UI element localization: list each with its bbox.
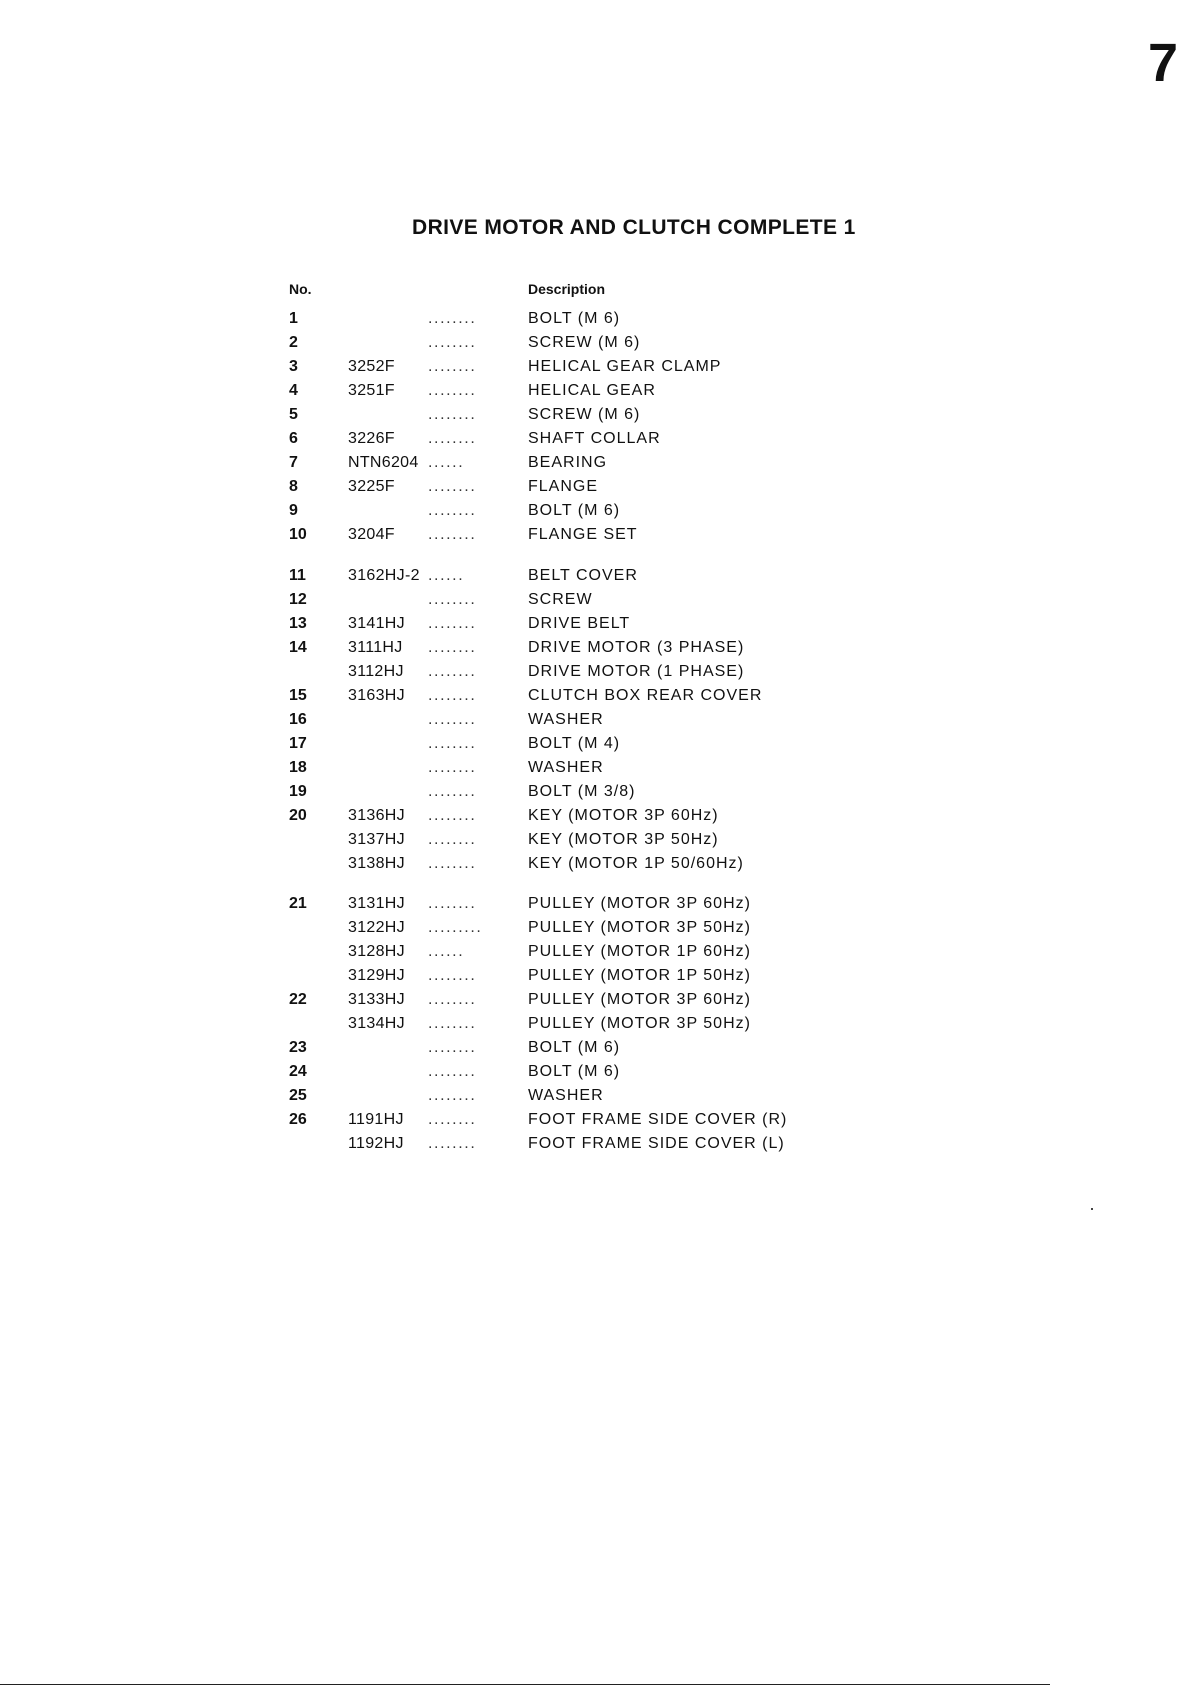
table-row (0, 916, 1189, 940)
part-description: BOLT (M 4) (528, 735, 621, 752)
item-number: 20 (289, 807, 307, 824)
part-description: PULLEY (MOTOR 3P 50Hz) (528, 1015, 751, 1032)
leader-dots: ........ (428, 1015, 477, 1032)
part-number: 3162HJ-2 (348, 567, 420, 584)
item-number: 24 (289, 1063, 307, 1080)
leader-dots: ........ (428, 831, 477, 848)
item-number: 17 (289, 735, 307, 752)
table-row (0, 756, 1189, 780)
item-number: 12 (289, 591, 307, 608)
item-number: 9 (289, 502, 298, 519)
table-row (0, 355, 1189, 379)
leader-dots: ........ (428, 967, 477, 984)
leader-dots: ........ (428, 895, 477, 912)
part-number: 1191HJ (348, 1111, 404, 1128)
item-number: 1 (289, 310, 298, 327)
part-number: 3163HJ (348, 687, 405, 704)
leader-dots: ........ (428, 759, 477, 776)
part-description: KEY (MOTOR 3P 60Hz) (528, 807, 719, 824)
page-title: DRIVE MOTOR AND CLUTCH COMPLETE 1 (412, 216, 856, 239)
part-description: FOOT FRAME SIDE COVER (L) (528, 1135, 785, 1152)
table-row (0, 828, 1189, 852)
leader-dots: ........ (428, 358, 477, 375)
part-description: SCREW (528, 591, 593, 608)
part-number: 3251F (348, 382, 395, 399)
table-row (0, 684, 1189, 708)
item-number: 3 (289, 358, 298, 375)
item-number: 18 (289, 759, 307, 776)
part-description: BEARING (528, 454, 608, 471)
leader-dots: ........ (428, 991, 477, 1008)
table-row (0, 988, 1189, 1012)
part-number: 3129HJ (348, 967, 405, 984)
part-description: KEY (MOTOR 1P 50/60Hz) (528, 855, 744, 872)
item-number: 6 (289, 430, 298, 447)
table-row (0, 427, 1189, 451)
column-header-no: No. (289, 281, 312, 297)
leader-dots: ........ (428, 478, 477, 495)
item-number: 21 (289, 895, 307, 912)
item-number: 26 (289, 1111, 307, 1128)
table-row (0, 1036, 1189, 1060)
leader-dots: ........ (428, 615, 477, 632)
table-row (0, 403, 1189, 427)
part-number: 3131HJ (348, 895, 405, 912)
table-row (0, 852, 1189, 876)
scan-speck (1091, 1208, 1093, 1210)
table-row (0, 660, 1189, 684)
part-description: PULLEY (MOTOR 1P 50Hz) (528, 967, 751, 984)
page-number: 7 (1148, 33, 1179, 93)
item-number: 16 (289, 711, 307, 728)
leader-dots: ........ (428, 663, 477, 680)
item-number: 8 (289, 478, 298, 495)
part-number: 3133HJ (348, 991, 405, 1008)
table-row (0, 612, 1189, 636)
table-row (0, 780, 1189, 804)
part-number: 3111HJ (348, 639, 403, 656)
leader-dots: ........ (428, 783, 477, 800)
table-row (0, 1084, 1189, 1108)
part-description: BOLT (M 6) (528, 1039, 621, 1056)
part-description: SHAFT COLLAR (528, 430, 661, 447)
part-number: 3136HJ (348, 807, 405, 824)
item-number: 7 (289, 454, 298, 471)
part-number: 1192HJ (348, 1135, 404, 1152)
leader-dots: ........ (428, 807, 477, 824)
part-description: WASHER (528, 1087, 604, 1104)
part-description: HELICAL GEAR CLAMP (528, 358, 722, 375)
table-row (0, 964, 1189, 988)
item-number: 11 (289, 567, 306, 584)
part-description: DRIVE MOTOR (1 PHASE) (528, 663, 745, 680)
table-row (0, 804, 1189, 828)
leader-dots: ........ (428, 382, 477, 399)
leader-dots: ........ (428, 639, 477, 656)
table-row (0, 892, 1189, 916)
part-description: KEY (MOTOR 3P 50Hz) (528, 831, 719, 848)
part-description: FOOT FRAME SIDE COVER (R) (528, 1111, 788, 1128)
part-number: 3141HJ (348, 615, 405, 632)
leader-dots: ........ (428, 430, 477, 447)
item-number: 4 (289, 382, 298, 399)
part-description: WASHER (528, 711, 604, 728)
leader-dots: ......... (428, 919, 483, 936)
part-number: 3204F (348, 526, 395, 543)
part-number: 3138HJ (348, 855, 405, 872)
bottom-rule (0, 1684, 1050, 1685)
table-row (0, 636, 1189, 660)
part-description: BOLT (M 6) (528, 1063, 621, 1080)
part-number: 3128HJ (348, 943, 405, 960)
leader-dots: ........ (428, 687, 477, 704)
item-number: 13 (289, 615, 307, 632)
part-description: BOLT (M 3/8) (528, 783, 636, 800)
part-description: SCREW (M 6) (528, 406, 641, 423)
table-row (0, 475, 1189, 499)
part-number: 3134HJ (348, 1015, 405, 1032)
leader-dots: ........ (428, 406, 477, 423)
part-description: FLANGE (528, 478, 599, 495)
table-row (0, 732, 1189, 756)
leader-dots: ........ (428, 735, 477, 752)
item-number: 14 (289, 639, 307, 656)
table-row (0, 523, 1189, 547)
part-number: 3112HJ (348, 663, 404, 680)
part-number: NTN6204 (348, 454, 419, 471)
item-number: 2 (289, 334, 298, 351)
part-description: CLUTCH BOX REAR COVER (528, 687, 763, 704)
leader-dots: ........ (428, 1063, 477, 1080)
table-row (0, 708, 1189, 732)
item-number: 25 (289, 1087, 307, 1104)
leader-dots: ...... (428, 454, 465, 471)
part-description: DRIVE MOTOR (3 PHASE) (528, 639, 745, 656)
part-number: 3137HJ (348, 831, 405, 848)
leader-dots: ........ (428, 1039, 477, 1056)
part-description: SCREW (M 6) (528, 334, 641, 351)
part-description: PULLEY (MOTOR 3P 60Hz) (528, 895, 751, 912)
leader-dots: ........ (428, 502, 477, 519)
leader-dots: ........ (428, 711, 477, 728)
leader-dots: ........ (428, 334, 477, 351)
table-row (0, 1108, 1189, 1132)
item-number: 19 (289, 783, 307, 800)
part-description: BOLT (M 6) (528, 310, 621, 327)
part-description: PULLEY (MOTOR 3P 50Hz) (528, 919, 751, 936)
leader-dots: ........ (428, 526, 477, 543)
part-description: BELT COVER (528, 567, 638, 584)
leader-dots: ........ (428, 1135, 477, 1152)
table-row (0, 588, 1189, 612)
table-row (0, 451, 1189, 475)
part-number: 3225F (348, 478, 395, 495)
part-number: 3252F (348, 358, 395, 375)
leader-dots: ........ (428, 1111, 477, 1128)
part-description: HELICAL GEAR (528, 382, 656, 399)
leader-dots: ...... (428, 567, 465, 584)
item-number: 10 (289, 526, 307, 543)
item-number: 23 (289, 1039, 307, 1056)
table-row (0, 499, 1189, 523)
part-description: BOLT (M 6) (528, 502, 621, 519)
table-row (0, 564, 1189, 588)
table-row (0, 1012, 1189, 1036)
leader-dots: ........ (428, 310, 477, 327)
column-header-description: Description (528, 281, 606, 297)
part-number: 3122HJ (348, 919, 405, 936)
leader-dots: ........ (428, 591, 477, 608)
item-number: 5 (289, 406, 298, 423)
table-row (0, 331, 1189, 355)
table-row (0, 1132, 1189, 1156)
part-description: PULLEY (MOTOR 1P 60Hz) (528, 943, 751, 960)
table-row (0, 379, 1189, 403)
part-description: PULLEY (MOTOR 3P 60Hz) (528, 991, 751, 1008)
leader-dots: ...... (428, 943, 465, 960)
leader-dots: ........ (428, 1087, 477, 1104)
item-number: 15 (289, 687, 307, 704)
table-row (0, 940, 1189, 964)
table-row (0, 1060, 1189, 1084)
part-description: WASHER (528, 759, 604, 776)
table-row (0, 307, 1189, 331)
leader-dots: ........ (428, 855, 477, 872)
part-description: DRIVE BELT (528, 615, 631, 632)
part-number: 3226F (348, 430, 395, 447)
item-number: 22 (289, 991, 307, 1008)
part-description: FLANGE SET (528, 526, 638, 543)
